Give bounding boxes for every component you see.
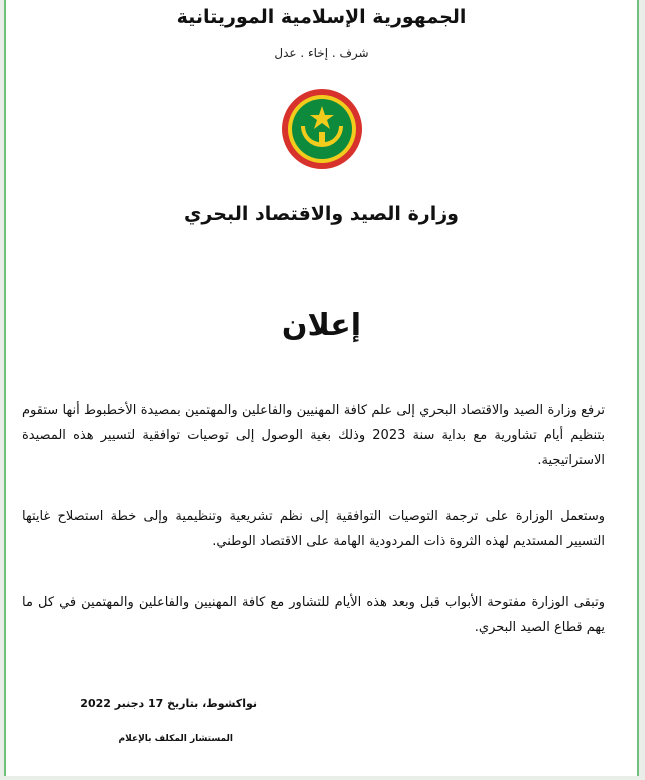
paragraph-1: ترفع وزارة الصيد والاقتصاد البحري إلى علم كافة المهنيين والفاعلين والمهتمين بمصيدة الأخطبوط أنها ستقوم بتنظيم أيام تشاورية مع بداية سنة 2023 وذلك بغية الوصول إلى توصيات توافقية لتسيير هذه المصيدة الاستراتيجية. (22, 403, 605, 468)
national-motto: شرف . إخاء . عدل (274, 46, 369, 60)
dateline: نواكشوط، بتاريخ 17 دجنبر 2022 (80, 697, 257, 710)
announcement-title: إعلان (281, 308, 362, 343)
ministry-name: وزارة الصيد والاقتصاد البحري (184, 203, 459, 225)
paragraph-3: وتبقى الوزارة مفتوحة الأبواب قبل وبعد هذه الأيام للتشاور مع كافة المهنيين والفاعلين والمهتمين في كل ما يهم قطاع الصيد البحري. (22, 595, 605, 635)
signer-title: المستشار المكلف بالإعلام (118, 734, 233, 744)
announcement-page (4, 0, 639, 776)
national-seal-icon (281, 88, 363, 170)
paragraph-2: وستعمل الوزارة على ترجمة التوصيات التوافقية إلى نظم تشريعية وتنظيمية وإلى خطة استصلاح غايتها التسيير المستديم لهذه الثروة ذات المردودية الهامة على الاقتصاد الوطني. (22, 509, 605, 549)
country-name: الجمهورية الإسلامية الموريتانية (176, 6, 467, 28)
